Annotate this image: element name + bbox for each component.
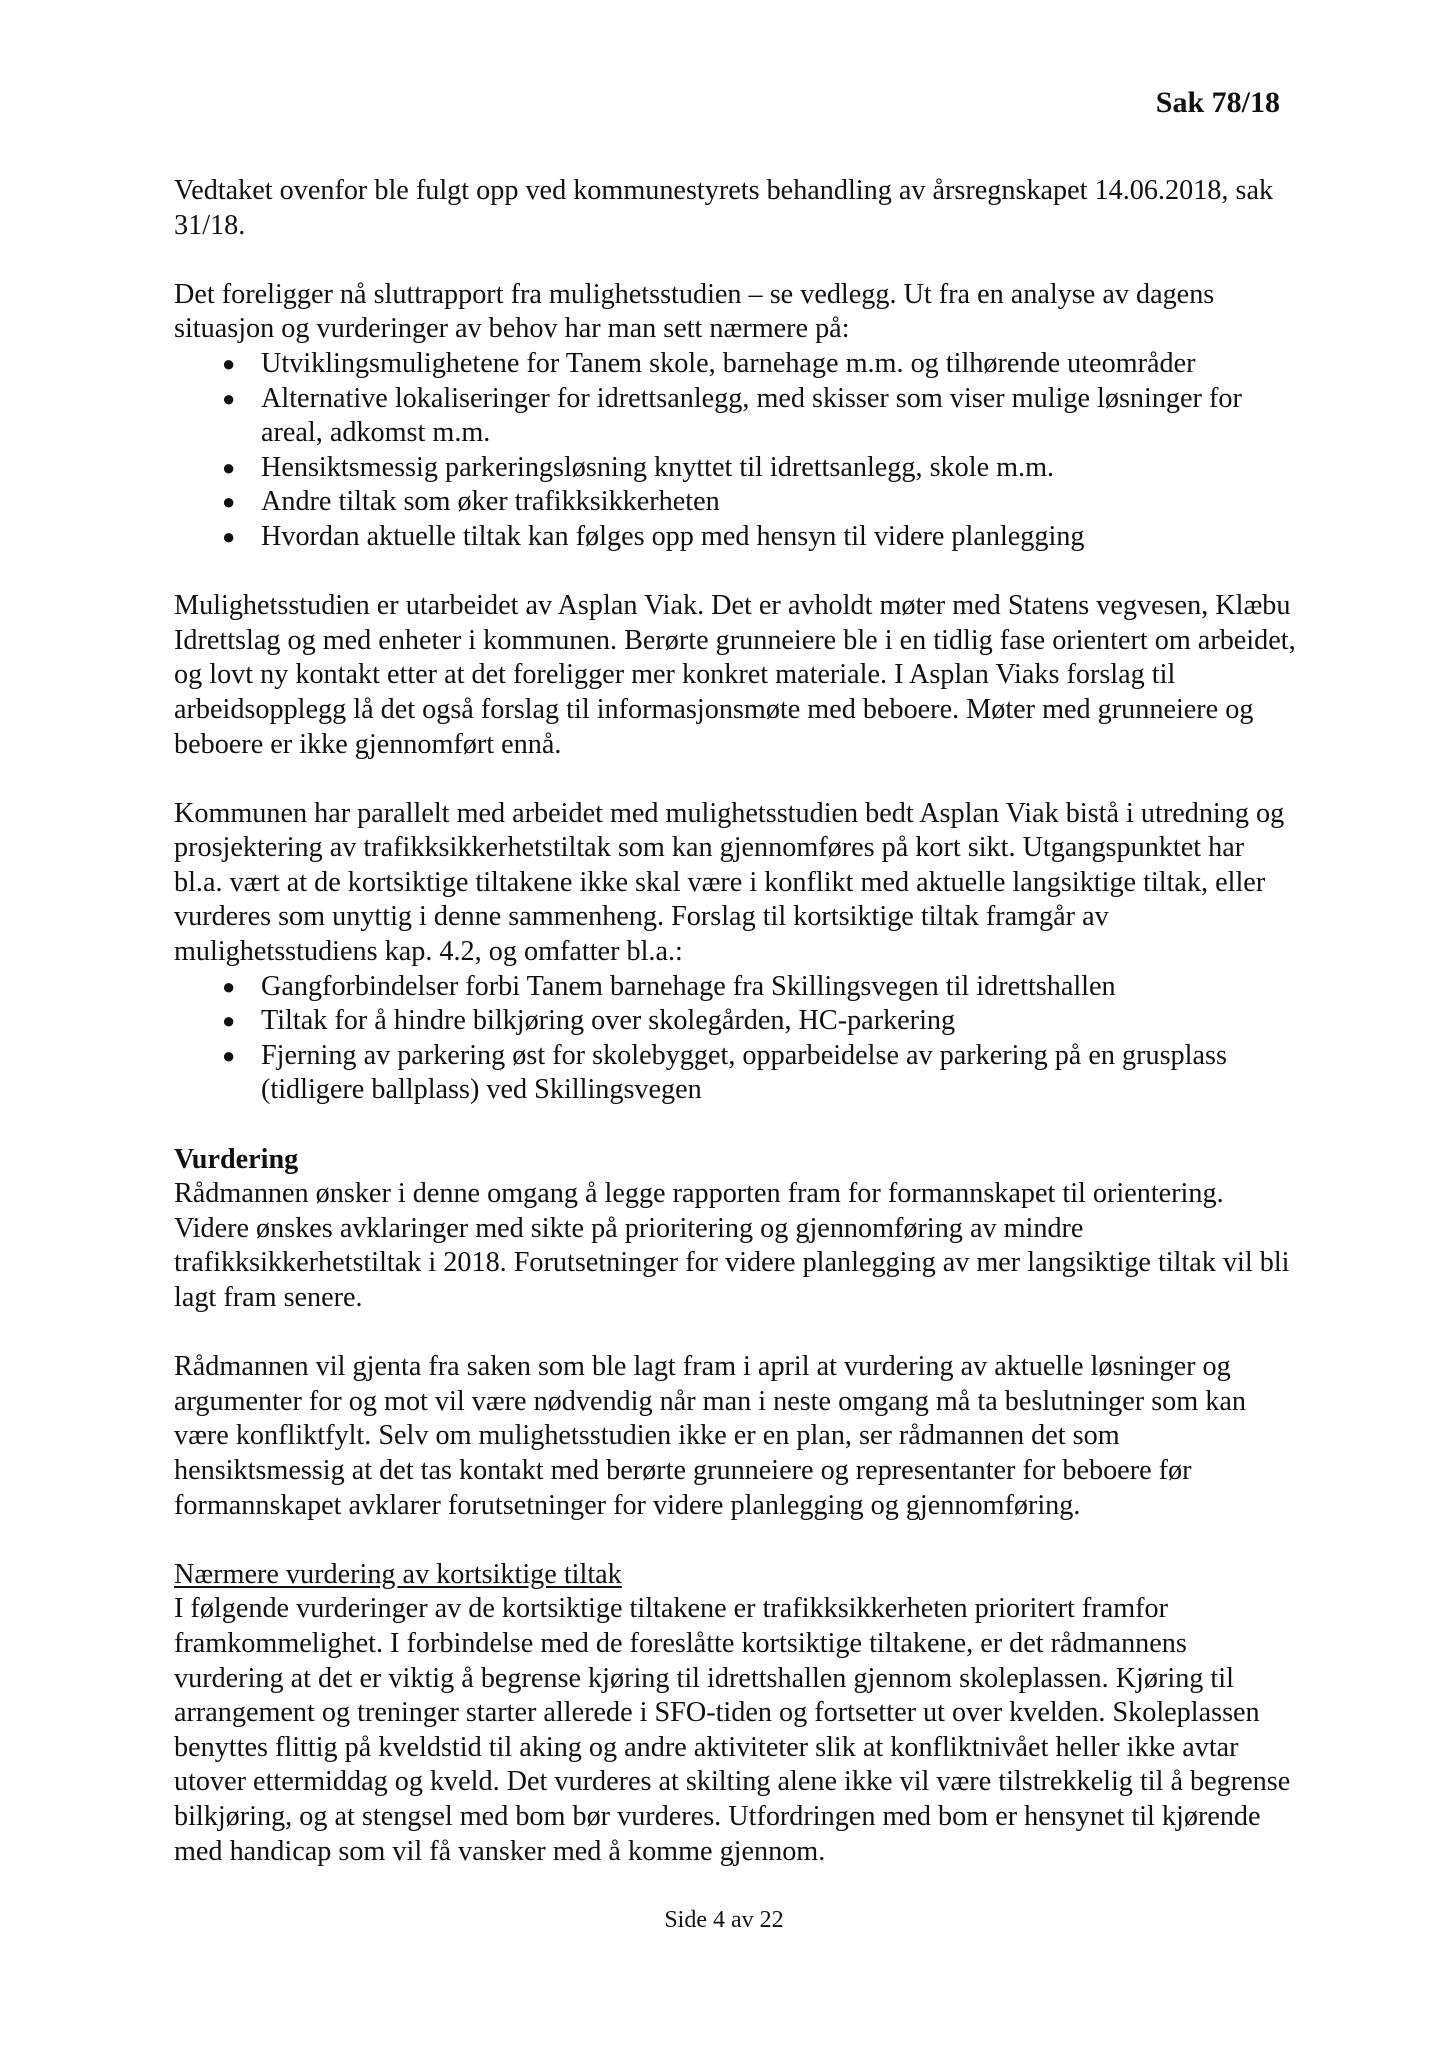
bullet-icon: ● [222, 385, 236, 411]
document-body [174, 174, 1296, 1869]
bullet-icon: ● [222, 1042, 236, 1068]
paragraph-orientation: Rådmannen ønsker i denne omgang å legge rapporten fram for formannskapet til orientering. Videre ønskes avklaringer med sikte på prioritering og gjennomføring av mindre trafikksikkerhetstiltak i 2018. Forutsetninger for videre planlegging av mer langsiktige tiltak vil bli lagt fram senere. [174, 1178, 1290, 1313]
list-item: ● Hensiktsmessig parkeringsløsning knyttet til idrettsanlegg, skole m.m. [174, 451, 1296, 486]
list-item: ● Andre tiltak som øker trafikksikkerheten [174, 485, 1296, 520]
list-item: ● Utviklingsmulighetene for Tanem skole, barnehage m.m. og tilhørende uteområder [174, 347, 1296, 382]
section-heading-vurdering: Vurdering [174, 1143, 299, 1175]
bullet-icon: ● [222, 523, 236, 549]
short-term-measures-list [174, 970, 1296, 1108]
bullet-icon: ● [222, 454, 236, 480]
bullet-icon: ● [222, 350, 236, 376]
study-topics-list [174, 347, 1296, 555]
bullet-icon: ● [222, 1008, 236, 1034]
list-item: ● Fjerning av parkering øst for skolebygget, opparbeidelse av parkering på en grusplass (tidligere ballplass) ved Skillingsvegen [222, 1039, 1227, 1106]
bullet-icon: ● [222, 973, 236, 999]
list-item: ● Gangforbindelser forbi Tanem barnehage fra Skillingsvegen til idrettshallen [174, 970, 1296, 1005]
list-item: ● Hvordan aktuelle tiltak kan følges opp med hensyn til videre planlegging [174, 520, 1296, 555]
page-number: Side 4 av 22 [664, 1907, 784, 1933]
paragraph-traffic-safety: I følgende vurderinger av de kortsiktige tiltakene er trafikksikkerheten prioritert framfor framkommelighet. I forbindelse med de foreslåtte kortsiktige tiltakene, er det rådmannens vurdering at det er viktig å begrense kjøring til idrettshallen gjennom skoleplassen. Kjøring til arrangement og treninger starter allerede i SFO-tiden og fortsetter ut over kvelden. Skoleplassen benyttes flittig på kveldstid til aking og andre aktiviteter slik at konfliktnivået heller ikke avtar utover ettermiddag og kveld. Det vurderes at skilting alene ikke vil være tilstrekkelig til å begrense bilkjøring, og at stengsel med bom bør vurderes. Utfordringen med bom er hensynet til kjørende med handicap som vil få vansker med å komme gjennom. [174, 1593, 1291, 1867]
paragraph-repeat-assessment: Rådmannen vil gjenta fra saken som ble lagt fram i april at vurdering av aktuelle løsninger og argumenter for og mot vil være nødvendig når man i neste omgang må ta beslutninger som kan være konfliktfylt. Selv om mulighetsstudien ikke er en plan, ser rådmannen det som hensiktsmessig at det tas kontakt med berørte grunneiere og representanter for beboere før formannskapet avklarer forutsetninger for videre planlegging og gjennomføring. [174, 1351, 1246, 1521]
paragraph-short-term-measures: Kommunen har parallelt med arbeidet med mulighetsstudien bedt Asplan Viak bistå i utredning og prosjektering av trafikksikkerhetstiltak som kan gjennomføres på kort sikt. Utgangspunktet har bl.a. vært at de kortsiktige tiltakene ikke skal være i konflikt med aktuelle langsiktige tiltak, eller vurderes som unyttig i denne sammenheng. Forslag til kortsiktige tiltak framgår av mulighetsstudiens kap. 4.2, og omfatter bl.a.: [174, 797, 1285, 968]
paragraph-asplan-viak: Mulighetsstudien er utarbeidet av Asplan Viak. Det er avholdt møter med Statens vegvesen, Klæbu Idrettslag og med enheter i kommunen. Berørte grunneiere ble i en tidlig fase orientert om arbeidet, og lovt ny kontakt etter at det foreligger mer konkret materiale. I Asplan Viaks forslag til arbeidsopplegg lå det også forslag til informasjonsmøte med beboere. Møter med grunneiere og beboere er ikke gjennomført ennå. [174, 590, 1296, 760]
list-item: ● Tiltak for å hindre bilkjøring over skolegården, HC-parkering [174, 1004, 1296, 1039]
paragraph-final-report: Det foreligger nå sluttrapport fra mulighetsstudien – se vedlegg. Ut fra en analyse av dagens situasjon og vurderinger av behov har man sett nærmere på: [174, 278, 1215, 345]
list-item: ● Alternative lokaliseringer for idrettsanlegg, med skisser som viser mulige løsninger for areal, adkomst m.m. [222, 382, 1242, 449]
subheading-short-term-assessment: Nærmere vurdering av kortsiktige tiltak [174, 1558, 622, 1590]
bullet-icon: ● [222, 489, 236, 515]
paragraph-decision-followup: Vedtaket ovenfor ble fulgt opp ved kommunestyrets behandling av årsregnskapet 14.06.2018, sak 31/18. [174, 175, 1274, 241]
case-number: Sak 78/18 [1155, 86, 1280, 119]
